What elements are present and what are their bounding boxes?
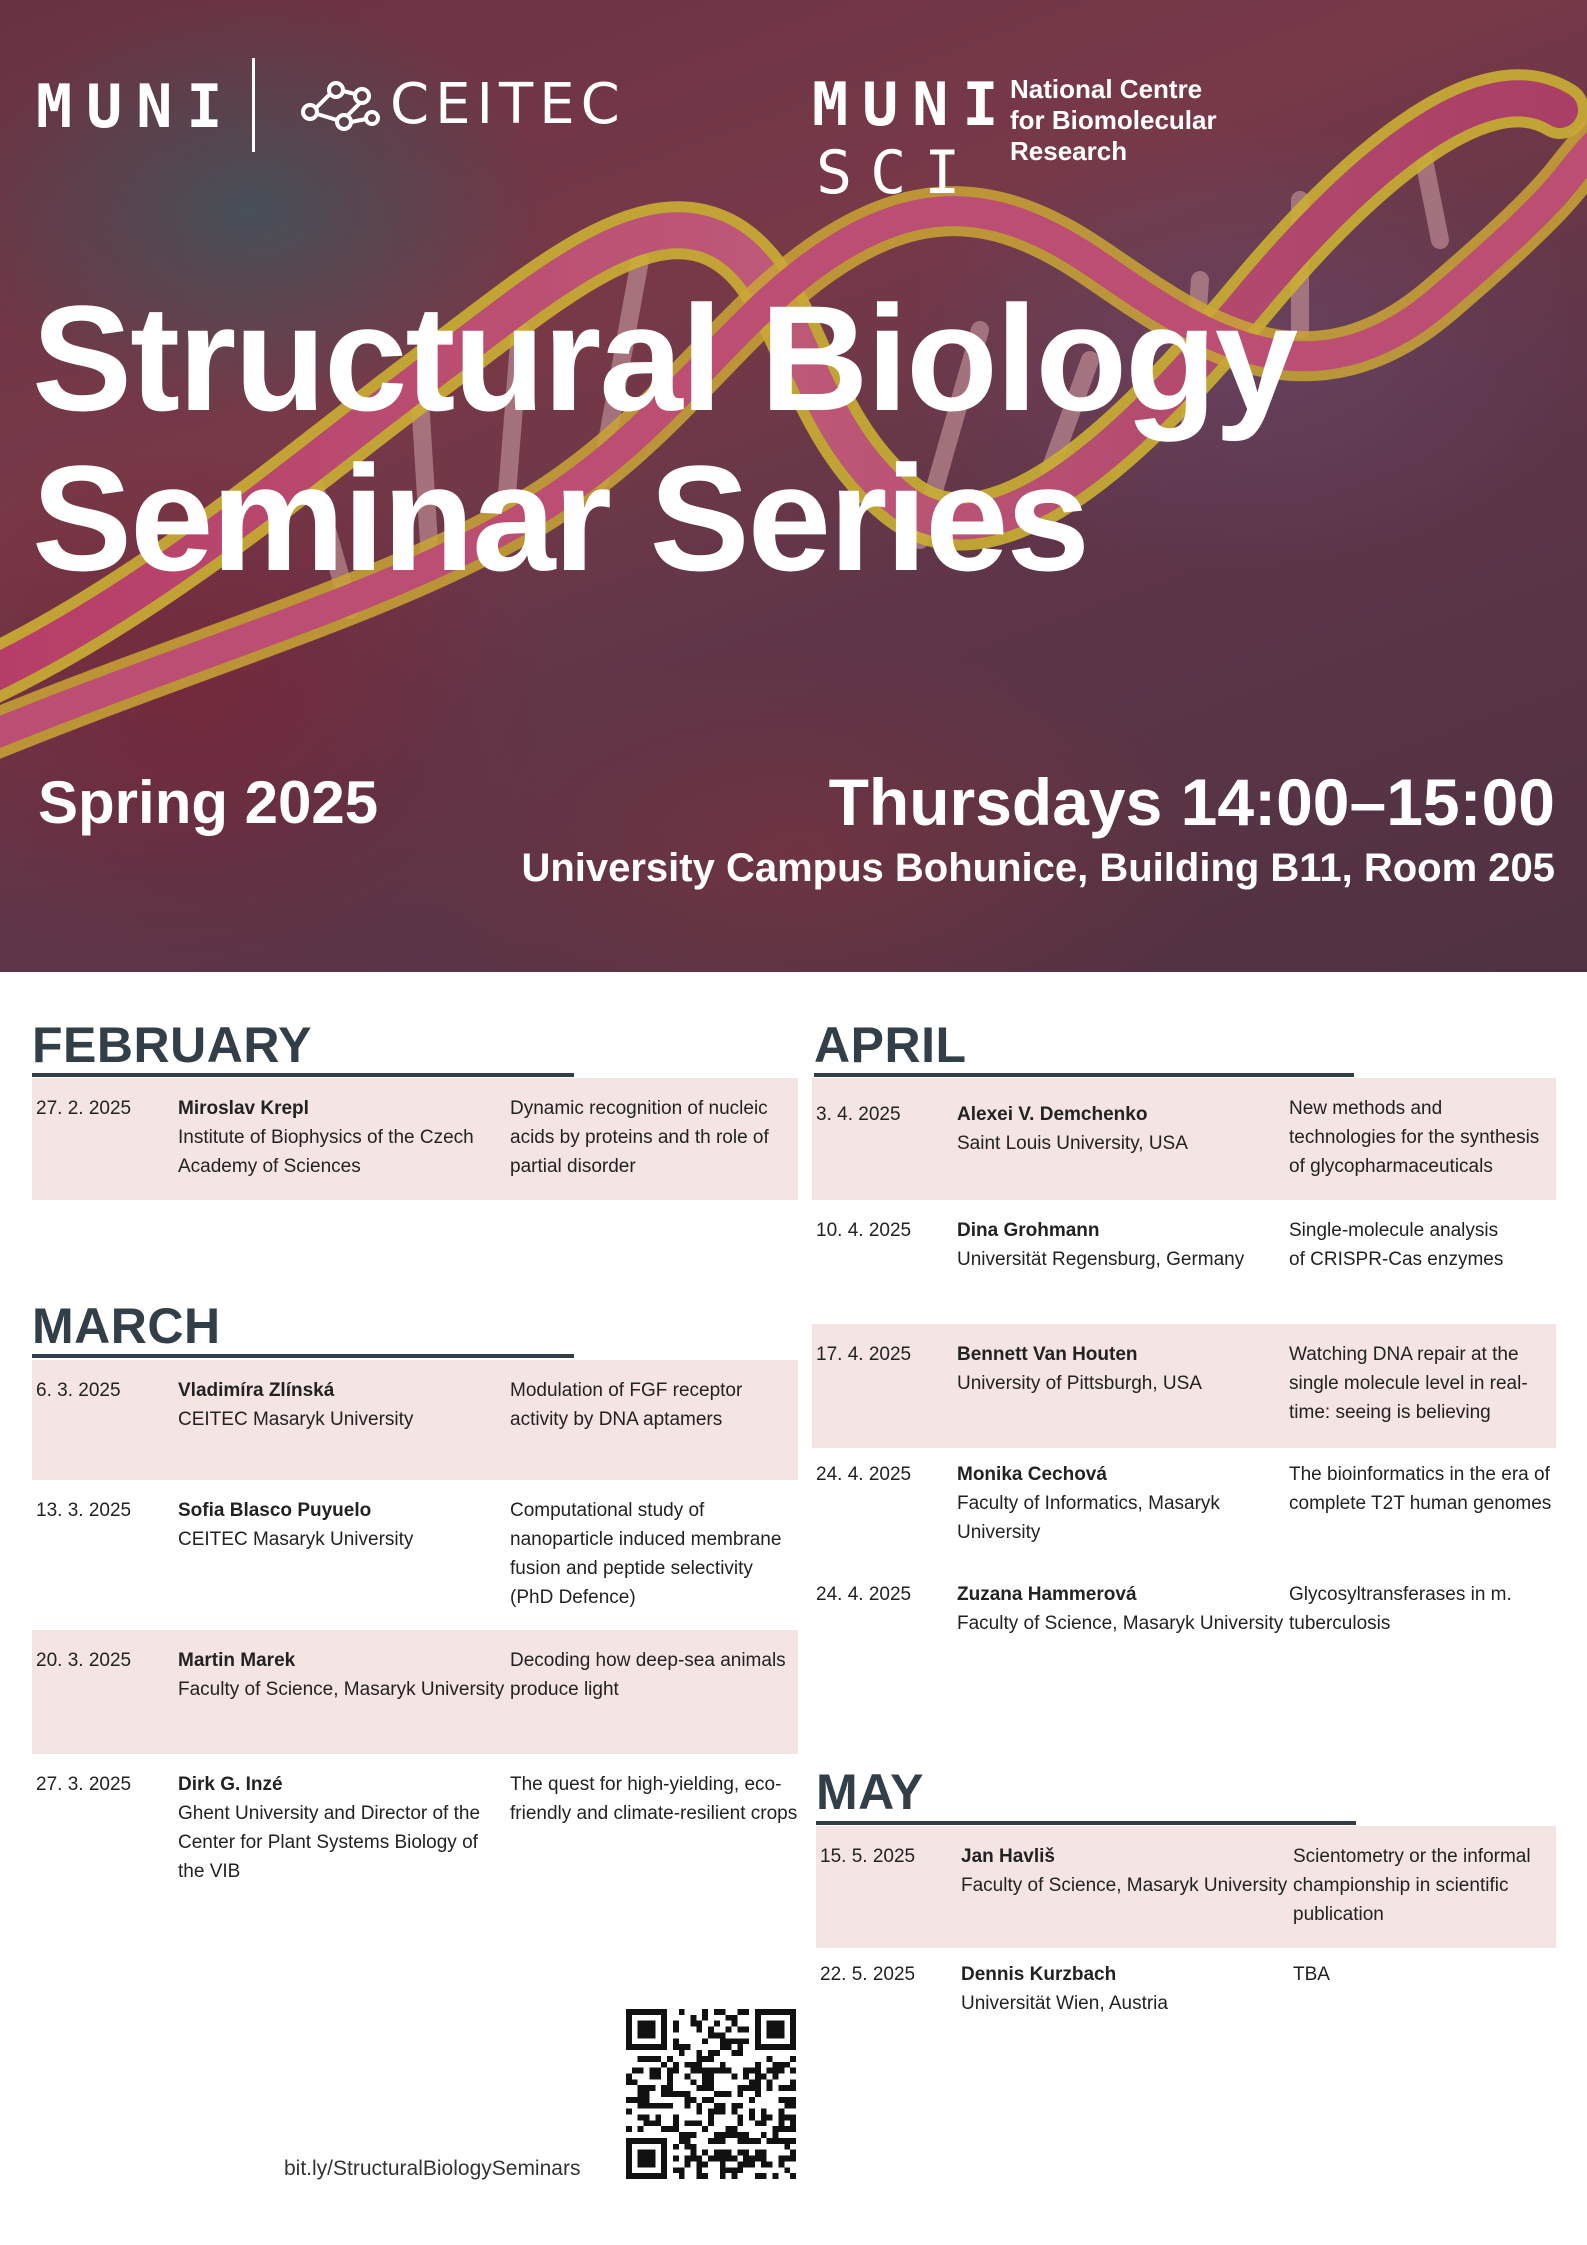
ncbr-line: for Biomolecular	[1010, 105, 1217, 135]
speaker-affiliation: Institute of Biophysics of the Czech Academy of Sciences	[178, 1127, 474, 1177]
month-rule	[814, 1073, 1354, 1077]
seminar-title: Scientometry or the informal championship in scientific publication	[1293, 1846, 1531, 1925]
seminar-title: Glycosyltransferases in m. tuberculosis	[1289, 1584, 1512, 1634]
seminar-row	[32, 1630, 798, 1754]
month-heading-may: MAY	[816, 1764, 925, 1820]
speaker-name: Alexei V. Demchenko	[957, 1104, 1148, 1125]
seminar-speaker-block	[957, 1100, 1287, 1158]
seminar-title: Computational study of nanoparticle induced membrane fusion and peptide selectivity (PhD Defence)	[510, 1500, 782, 1608]
speaker-affiliation: Faculty of Science, Masaryk University	[957, 1613, 1284, 1634]
seminar-date: 13. 3. 2025	[36, 1500, 132, 1521]
speaker-name: Miroslav Krepl	[178, 1098, 309, 1119]
speaker-affiliation: Faculty of Science, Masaryk University	[178, 1679, 505, 1700]
seminar-speaker-block	[178, 1646, 508, 1704]
seminar-row	[812, 1568, 1556, 1688]
qr-code[interactable]	[626, 2009, 796, 2179]
speaker-name: Dirk G. Inzé	[178, 1774, 283, 1795]
speaker-affiliation: Saint Louis University, USA	[957, 1133, 1188, 1154]
seminar-speaker-block	[957, 1460, 1287, 1547]
seminar-date: 22. 5. 2025	[820, 1964, 916, 1985]
ncbr-logo-text	[1010, 74, 1217, 167]
seminar-date: 24. 4. 2025	[816, 1464, 912, 1485]
seminar-row	[816, 1826, 1556, 1948]
speaker-affiliation: Faculty of Science, Masaryk University	[961, 1875, 1288, 1896]
seminar-link[interactable]: bit.ly/StructuralBiologySeminars	[284, 2157, 581, 2180]
seminar-date: 10. 4. 2025	[816, 1220, 912, 1241]
seminar-row	[32, 1078, 798, 1200]
ncbr-line: Research	[1010, 136, 1128, 166]
seminar-speaker-block	[957, 1580, 1287, 1638]
seminar-date: 27. 2. 2025	[36, 1098, 132, 1119]
seminar-date: 17. 4. 2025	[816, 1344, 912, 1365]
month-heading-april: APRIL	[814, 1017, 967, 1073]
speaker-affiliation: CEITEC Masaryk University	[178, 1529, 414, 1550]
seminar-row	[32, 1360, 798, 1480]
month-rule	[32, 1354, 574, 1358]
speaker-affiliation: Ghent University and Director of the Center for Plant Systems Biology of the VIB	[178, 1803, 481, 1882]
speaker-affiliation: Universität Regensburg, Germany	[957, 1249, 1245, 1270]
speaker-name: Bennett Van Houten	[957, 1344, 1138, 1365]
speaker-affiliation: University of Pittsburgh, USA	[957, 1373, 1202, 1394]
seminar-title: Dynamic recognition of nucleic acids by proteins and th role of partial disorder	[510, 1098, 769, 1177]
seminar-row	[812, 1448, 1556, 1568]
page-title	[32, 274, 1297, 602]
speaker-affiliation: Universität Wien, Austria	[961, 1993, 1168, 2014]
speaker-affiliation: CEITEC Masaryk University	[178, 1409, 414, 1430]
seminar-speaker-block	[178, 1094, 508, 1181]
speaker-affiliation: Faculty of Informatics, Masaryk University	[957, 1493, 1220, 1543]
seminar-title: Watching DNA repair at the single molecule level in real-time: seeing is believing	[1289, 1344, 1528, 1423]
seminar-row	[812, 1324, 1556, 1448]
ceitec-network-icon	[300, 78, 380, 134]
seminar-speaker-block	[178, 1770, 508, 1886]
time-label: Thursdays 14:00–15:00	[828, 765, 1555, 839]
month-heading-february: FEBRUARY	[32, 1017, 312, 1073]
seminar-date: 24. 4. 2025	[816, 1584, 912, 1605]
seminar-title: New methods and technologies for the synthesis of glycopharmaceuticals	[1289, 1098, 1540, 1177]
seminar-row	[32, 1480, 798, 1626]
seminar-row	[32, 1754, 798, 1884]
ncbr-line: National Centre	[1010, 74, 1203, 104]
logo-divider	[252, 58, 255, 152]
month-rule	[816, 1821, 1356, 1825]
seminar-title: The quest for high-yielding, eco-friendly and climate-resilient crops	[510, 1774, 798, 1824]
seminar-speaker-block	[178, 1376, 508, 1434]
title-line: Seminar Series	[32, 434, 1088, 602]
seminar-row	[812, 1200, 1556, 1324]
seminar-date: 6. 3. 2025	[36, 1380, 121, 1401]
seminar-row	[816, 1948, 1556, 2028]
muni-logo: MUNI	[36, 72, 237, 142]
sci-logo-text: SCI	[816, 138, 979, 208]
seminar-speaker-block	[961, 1842, 1291, 1900]
seminar-title: TBA	[1293, 1964, 1330, 1985]
seminar-title: Decoding how deep-sea animals produce light	[510, 1650, 786, 1700]
speaker-name: Sofia Blasco Puyuelo	[178, 1500, 372, 1521]
hero-banner	[0, 0, 1587, 972]
seminar-speaker-block	[178, 1496, 508, 1554]
ceitec-logo-text: CEITEC	[390, 72, 626, 137]
month-heading-march: MARCH	[32, 1298, 221, 1354]
muni-sci-logo: MUNI	[812, 70, 1013, 140]
seminar-date: 27. 3. 2025	[36, 1774, 132, 1795]
seminar-date: 3. 4. 2025	[816, 1104, 901, 1125]
speaker-name: Martin Marek	[178, 1650, 296, 1671]
seminar-speaker-block	[961, 1960, 1291, 2018]
seminar-title: Single-molecule analysis of CRISPR-Cas enzymes	[1289, 1220, 1504, 1270]
seminar-title: The bioinformatics in the era of complete T2T human genomes	[1289, 1464, 1552, 1514]
speaker-name: Jan Havliš	[961, 1846, 1055, 1867]
speaker-name: Zuzana Hammerová	[957, 1584, 1137, 1605]
season-label: Spring 2025	[38, 769, 379, 836]
title-line: Structural Biology	[32, 274, 1297, 442]
speaker-name: Monika Cechová	[957, 1464, 1107, 1485]
seminar-speaker-block	[957, 1216, 1287, 1274]
speaker-name: Dina Grohmann	[957, 1220, 1100, 1241]
seminar-title: Modulation of FGF receptor activity by DNA aptamers	[510, 1380, 743, 1430]
seminar-date: 20. 3. 2025	[36, 1650, 132, 1671]
speaker-name: Vladimíra Zlínská	[178, 1380, 335, 1401]
venue-label: University Campus Bohunice, Building B11, Room 205	[521, 846, 1555, 890]
seminar-speaker-block	[957, 1340, 1287, 1398]
seminar-date: 15. 5. 2025	[820, 1846, 916, 1867]
seminar-row	[812, 1078, 1556, 1200]
speaker-name: Dennis Kurzbach	[961, 1964, 1117, 1985]
month-rule	[32, 1073, 574, 1077]
